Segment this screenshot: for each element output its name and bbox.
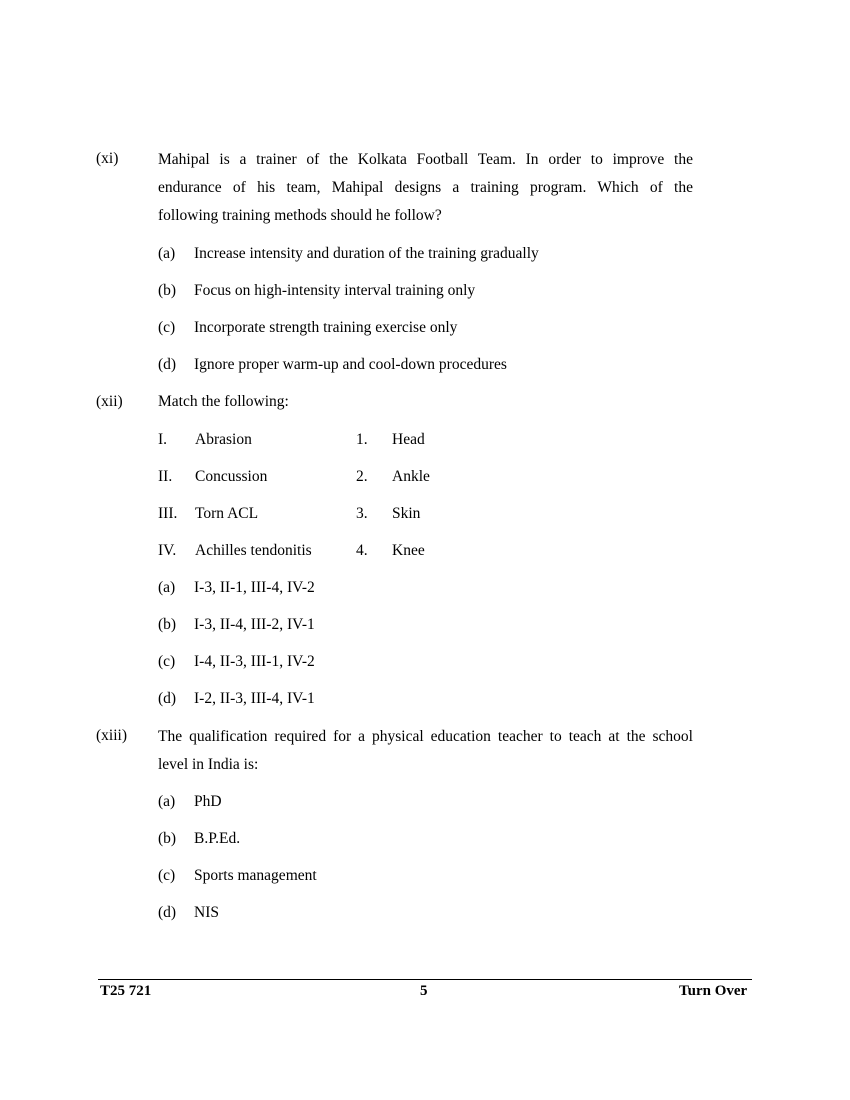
- match-left-number: IV.: [158, 542, 177, 559]
- option-text: I-2, II-3, III-4, IV-1: [194, 690, 315, 707]
- question-text: [158, 146, 693, 230]
- option-letter: (a): [158, 793, 176, 810]
- question-number: (xii): [96, 393, 123, 410]
- option-text: Ignore proper warm-up and cool-down procedures: [194, 356, 507, 373]
- option-letter: (a): [158, 579, 176, 596]
- question-text: Match the following:: [158, 393, 289, 410]
- match-left-number: II.: [158, 468, 173, 485]
- option-letter: (c): [158, 867, 176, 884]
- option-letter: (b): [158, 282, 177, 299]
- footer-divider: [98, 979, 752, 980]
- question-text-line: following training methods should he follow?: [158, 207, 442, 224]
- option-text: Incorporate strength training exercise only: [194, 319, 458, 336]
- option-text: Sports management: [194, 867, 317, 884]
- option-text: B.P.Ed.: [194, 830, 241, 847]
- option-text: I-3, II-1, III-4, IV-2: [194, 579, 315, 596]
- match-left-item: Abrasion: [195, 431, 252, 448]
- match-right-item: Skin: [392, 505, 421, 522]
- question-number: (xiii): [96, 727, 127, 744]
- match-left-item: Achilles tendonitis: [195, 542, 312, 559]
- match-left-number: III.: [158, 505, 178, 522]
- option-letter: (c): [158, 319, 176, 336]
- match-left-item: Torn ACL: [195, 505, 259, 522]
- option-letter: (d): [158, 690, 177, 707]
- match-right-number: 2.: [356, 468, 368, 485]
- option-letter: (b): [158, 830, 177, 847]
- option-text: PhD: [194, 793, 222, 810]
- option-text: I-3, II-4, III-2, IV-1: [194, 616, 315, 633]
- question-text-line: The qualification required for a physical education teacher to teach at the school: [158, 728, 693, 745]
- match-left-number: I.: [158, 431, 168, 448]
- option-text: Focus on high-intensity interval training only: [194, 282, 476, 299]
- question-number: (xi): [96, 150, 119, 167]
- option-letter: (b): [158, 616, 177, 633]
- match-right-number: 1.: [356, 431, 368, 448]
- option-text: I-4, II-3, III-1, IV-2: [194, 653, 315, 670]
- option-text: NIS: [194, 904, 219, 921]
- match-right-number: 4.: [356, 542, 368, 559]
- paper-code: T25 721: [100, 983, 152, 999]
- option-letter: (d): [158, 904, 177, 921]
- option-letter: (a): [158, 245, 176, 262]
- question-text-line: endurance of his team, Mahipal designs a training program. Which of the: [158, 179, 693, 196]
- match-right-number: 3.: [356, 505, 368, 522]
- question-text-line: level in India is:: [158, 756, 259, 773]
- match-right-item: Ankle: [392, 468, 430, 485]
- match-left-item: Concussion: [195, 468, 268, 485]
- option-text: Increase intensity and duration of the training gradually: [194, 245, 539, 262]
- question-text: [158, 723, 693, 779]
- turn-over-label: Turn Over: [679, 983, 748, 999]
- match-right-item: Head: [392, 431, 425, 448]
- option-letter: (c): [158, 653, 176, 670]
- page-number: 5: [420, 983, 428, 999]
- match-right-item: Knee: [392, 542, 425, 559]
- question-text-line: Mahipal is a trainer of the Kolkata Football Team. In order to improve the: [158, 151, 693, 168]
- option-letter: (d): [158, 356, 177, 373]
